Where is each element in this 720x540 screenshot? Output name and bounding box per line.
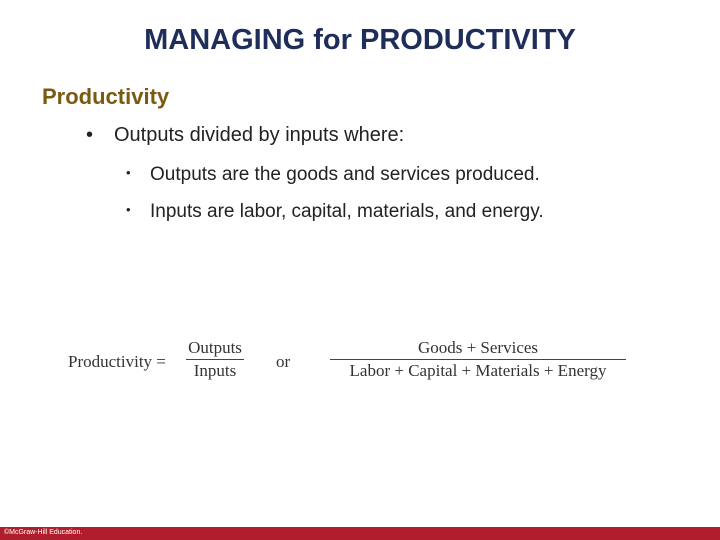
bullet-main-text: Outputs divided by inputs where:	[114, 124, 405, 146]
fraction-numerator: Goods + Services	[330, 338, 626, 360]
bullet-main	[86, 124, 404, 147]
sub-bullet-outputs	[126, 164, 540, 186]
sub-bullet-text: Outputs are the goods and services produced.	[150, 164, 540, 185]
formula-fraction-simple	[186, 338, 244, 381]
bullet-icon: •	[126, 202, 131, 217]
footer-bar	[0, 527, 720, 540]
bullet-icon: •	[126, 165, 131, 180]
formula-label: Productivity =	[68, 352, 166, 371]
section-heading: Productivity	[42, 84, 170, 109]
sub-bullet-text: Inputs are labor, capital, materials, and energy.	[150, 201, 544, 222]
fraction-denominator: Inputs	[193, 361, 237, 380]
formula-fraction-expanded	[330, 338, 626, 381]
sub-bullet-inputs	[126, 201, 544, 223]
copyright-text: ©McGraw-Hill Education.	[4, 529, 83, 536]
bullet-icon: •	[86, 124, 94, 146]
slide-title: MANAGING for PRODUCTIVITY	[144, 24, 576, 56]
formula-or: or	[276, 352, 291, 371]
fraction-numerator: Outputs	[186, 338, 244, 360]
fraction-denominator: Labor + Capital + Materials + Energy	[349, 361, 607, 380]
